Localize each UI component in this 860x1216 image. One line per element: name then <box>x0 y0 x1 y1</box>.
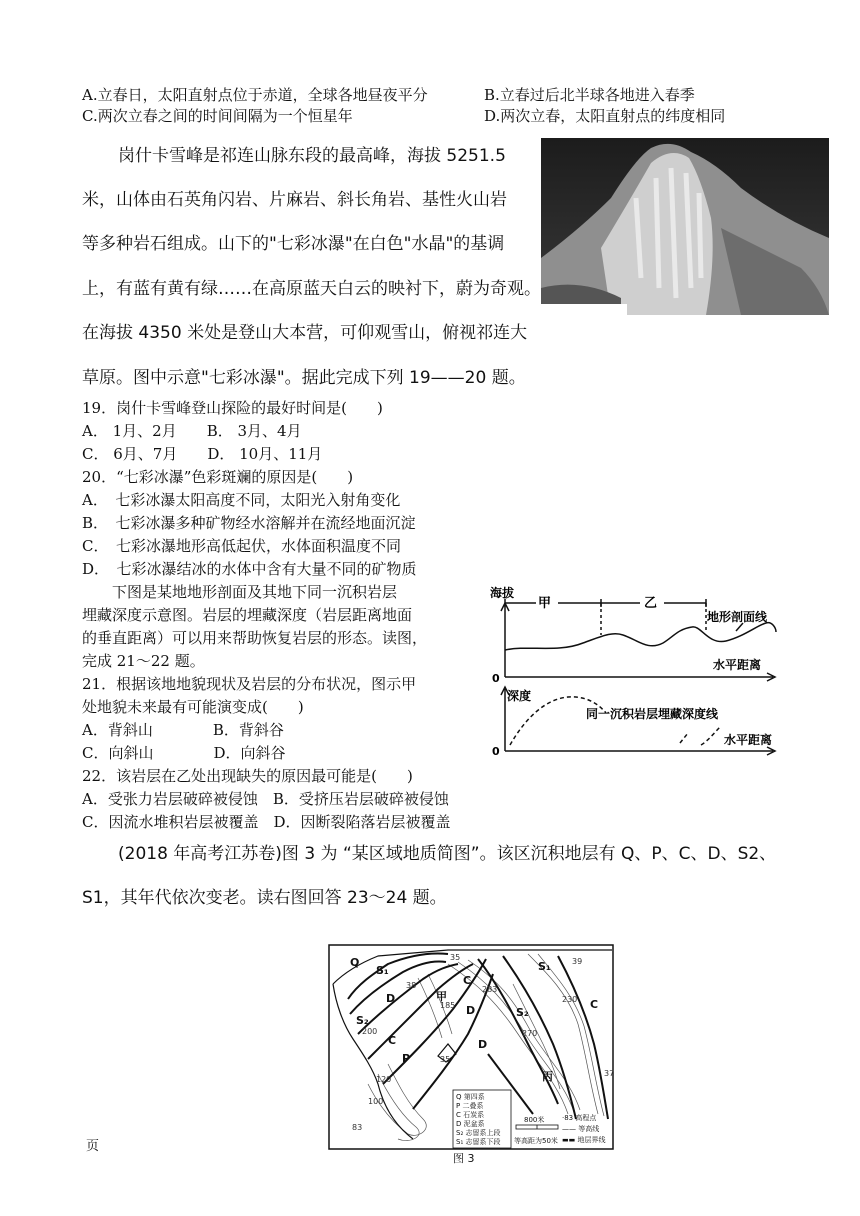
elev-100: 100 <box>368 1097 384 1106</box>
elev-37: 37 <box>604 1069 614 1078</box>
q19-options-cd: C． 6月、7月 D． 10月、11月 <box>82 445 323 463</box>
top-ylabel: 海拔 <box>490 586 515 600</box>
passage2-line: 埋藏深度示意图。岩层的埋藏深度（岩层距离地面 <box>82 606 413 624</box>
label-D-lower: D <box>478 1038 488 1051</box>
label-D-left: D <box>386 992 396 1005</box>
q21-options-ab: A．背斜山 B．背斜谷 <box>82 721 284 739</box>
label-jia: 甲 <box>436 990 447 1003</box>
legend-symbol: ·83 高程点 <box>562 1114 597 1122</box>
q22-options-cd: C．因流水堆积岩层被覆盖 D．因断裂陷落岩层被覆盖 <box>82 813 451 831</box>
map-caption: 图 3 <box>453 1152 475 1165</box>
q19-stem: 19．岗什卡雪峰登山探险的最好时间是( ) <box>82 399 383 417</box>
page-footer: 页 <box>86 1139 100 1154</box>
bottom-xlabel: 水平距离 <box>724 733 773 747</box>
label-S2-left: S₂ <box>356 1014 369 1027</box>
depth-line-label: 同一沉积岩层埋藏深度线 <box>586 707 719 721</box>
legend-stratum: S₂ 志留系上段 <box>456 1129 501 1137</box>
elev-185: 185 <box>440 1001 456 1010</box>
passage3-line: (2018 年高考江苏卷)图 3 为 “某区域地质简图”。该区沉积地层有 Q、P、C、D、S2、 <box>118 844 777 864</box>
q22-stem: 22．该岩层在乙处出现缺失的原因最可能是( ) <box>82 767 413 785</box>
legend-stratum: S₁ 志留系下段 <box>456 1138 501 1146</box>
q20-option-d: D． 七彩冰瀑结冰的水体中含有大量不同的矿物质 <box>82 560 417 578</box>
label-C-right: C <box>590 998 599 1011</box>
passage3-line: S1，其年代依次变老。读右图回答 23～24 题。 <box>82 888 447 908</box>
elev-83: 83 <box>352 1123 363 1132</box>
elev-270: 270 <box>522 1029 538 1038</box>
passage1-line: 草原。图中示意"七彩冰瀑"。据此完成下列 19——20 题。 <box>82 368 526 388</box>
option-a: A.立春日，太阳直射点位于赤道，全球各地昼夜平分 <box>82 86 428 104</box>
bottom-ylabel: 深度 <box>507 689 532 703</box>
zero-top: 0 <box>492 672 500 685</box>
passage2-line: 完成 21～22 题。 <box>82 652 205 670</box>
option-d: D.两次立春，太阳直射点的纬度相同 <box>484 107 726 125</box>
label-Q: Q <box>350 956 360 969</box>
zero-bottom: 0 <box>492 745 500 758</box>
passage1-line: 米，山体由石英角闪岩、片麻岩、斜长角岩、基性火山岩 <box>82 190 507 210</box>
elev-35: 35 <box>450 953 461 962</box>
q21-options-cd: C．向斜山 D．向斜谷 <box>82 744 286 762</box>
passage2-line: 下图是某地地形剖面及其地下同一沉积岩层 <box>82 583 398 601</box>
label-bing: 丙 <box>542 1070 553 1083</box>
elev-35b: 35 <box>440 1055 451 1064</box>
legend-stratum: P 二叠系 <box>456 1102 484 1110</box>
option-b: B.立春过后北半球各地进入春季 <box>484 86 695 104</box>
elev-200: 200 <box>362 1027 378 1036</box>
q20-stem: 20．“七彩冰瀑”色彩斑斓的原因是( ) <box>82 468 354 486</box>
legend-stratum: C 石炭系 <box>456 1111 485 1119</box>
label-S2-right: S₂ <box>516 1006 529 1019</box>
label-S1-right: S₁ <box>538 960 551 973</box>
profile-line-label: 地形剖面线 <box>707 610 768 624</box>
scale-label: 800米 <box>524 1116 545 1124</box>
passage1-line: 岗什卡雪峰是祁连山脉东段的最高峰，海拔 5251.5 <box>118 146 506 166</box>
passage1-line: 上，有蓝有黄有绿……在高原蓝天白云的映衬下，蔚为奇观。 <box>82 279 541 299</box>
q21-stem-cont: 处地貌未来最有可能演变成( ) <box>82 698 304 716</box>
q20-option-c: C． 七彩冰瀑地形高低起伏，水体面积温度不同 <box>82 537 401 555</box>
q22-options-ab: A．受张力岩层破碎被侵蚀 B．受挤压岩层破碎被侵蚀 <box>82 790 449 808</box>
label-D-center: D <box>466 1004 476 1017</box>
label-P: P <box>402 1052 411 1065</box>
passage1-line: 在海拔 4350 米处是登山大本营，可仰观雪山，俯视祁连大 <box>82 323 528 343</box>
passage2-line: 的垂直距离）可以用来帮助恢复岩层的形态。读图， <box>82 629 428 647</box>
jia-label: 甲 <box>538 596 552 611</box>
passage1-line: 等多种岩石组成。山下的"七彩冰瀑"在白色"水晶"的基调 <box>82 234 505 254</box>
q20-option-a: A． 七彩冰瀑太阳高度不同，太阳光入射角变化 <box>82 491 401 509</box>
label-C-left: C <box>388 1034 397 1047</box>
q19-options-ab: A． 1月、2月 B． 3月、4月 <box>82 422 302 440</box>
legend-symbol: —— 等高线 <box>562 1125 600 1133</box>
option-c: C.两次立春之间的时间间隔为一个恒星年 <box>82 107 353 125</box>
legend-symbol: ▬▬ 地层界线 <box>562 1136 606 1144</box>
q21-stem: 21．根据该地地貌现状及岩层的分布状况，图示甲 <box>82 675 417 693</box>
top-xlabel: 水平距离 <box>713 658 762 672</box>
label-C-center: C <box>463 974 472 987</box>
elev-120: 120 <box>376 1075 392 1084</box>
legend-stratum: Q 第四系 <box>456 1093 485 1101</box>
contour-interval: 等高距为50米 <box>514 1137 558 1145</box>
ice-waterfall-photo <box>541 138 829 315</box>
q20-option-b: B． 七彩冰瀑多种矿物经水溶解并在流经地面沉淀 <box>82 514 416 532</box>
elev-283: 283 <box>482 985 498 994</box>
profile-diagram <box>488 585 788 760</box>
legend-stratum: D 泥盆系 <box>456 1120 485 1128</box>
yi-label: 乙 <box>644 596 658 611</box>
elev-38: 38 <box>406 981 417 990</box>
elev-39: 39 <box>572 957 583 966</box>
geologic-map <box>328 944 614 1166</box>
label-S1-left: S₁ <box>376 964 389 977</box>
elev-230: 230 <box>562 995 578 1004</box>
